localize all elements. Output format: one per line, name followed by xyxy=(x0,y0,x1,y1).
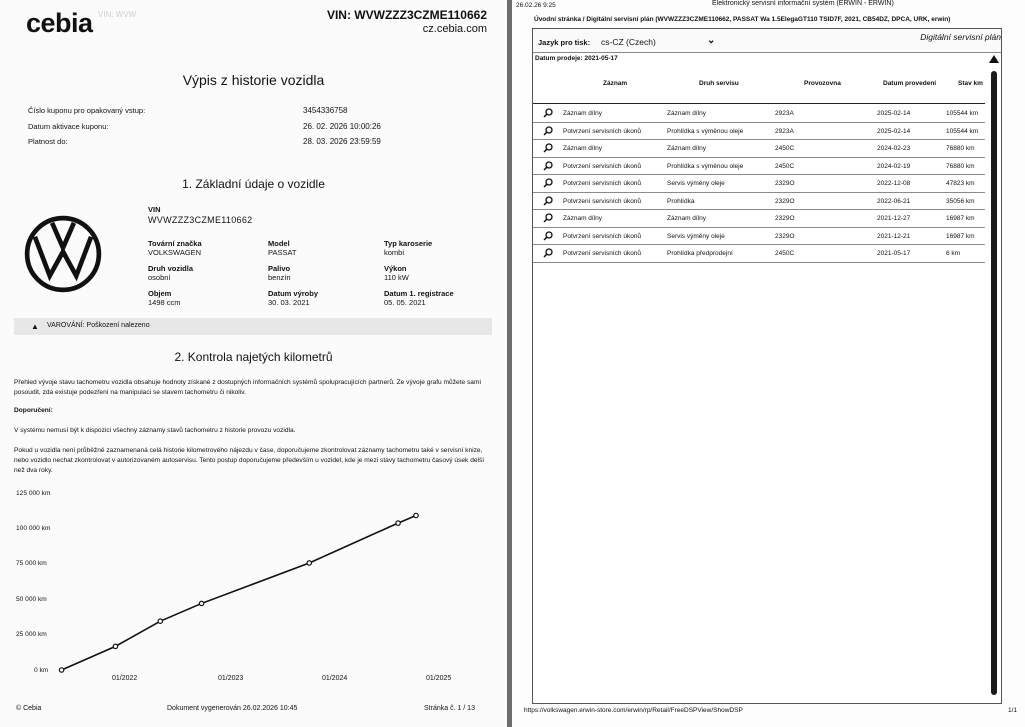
make-label: Tovární značka xyxy=(148,239,202,248)
mileage-data-point xyxy=(59,668,63,672)
vertical-scrollbar[interactable] xyxy=(988,51,1000,699)
manufacture-date-label: Datum výroby xyxy=(268,289,319,298)
vin-value: WVWZZZ3CZME110662 xyxy=(148,214,253,225)
document-title: Výpis z historie vozidla xyxy=(182,72,325,88)
magnifier-icon[interactable] xyxy=(543,248,553,258)
service-type-cell: Záznam dílny xyxy=(667,110,707,117)
workshop-cell: 2450C xyxy=(775,162,795,170)
mileage-data-point xyxy=(396,521,400,525)
section-basic-title: 1. Základní údaje o vozidle xyxy=(182,177,325,191)
registration-date-label: Datum 1. registrace xyxy=(384,289,454,298)
coupon-number-value: 3454336758 xyxy=(303,106,348,115)
magnifier-icon[interactable] xyxy=(543,126,553,136)
make-field xyxy=(148,240,202,257)
vin-block xyxy=(148,206,252,225)
sale-date: Datum prodeje: 2021-05-17 xyxy=(535,55,618,62)
section-mileage-title: 2. Kontrola najetých kilometrů xyxy=(174,350,333,364)
table-row[interactable] xyxy=(533,193,985,211)
registration-date-field xyxy=(384,290,454,307)
table-row[interactable] xyxy=(533,175,985,193)
km-cell: 47823 km xyxy=(946,180,975,187)
workshop-cell: 2329O xyxy=(775,232,795,240)
mileage-intro-paragraph: Přehled vývoje stavu tachometru vozidla obsahuje hodnoty získané z dostupných informačních systémů spolupracujících partnerů. Ze vývoje grafu můžete sami posoudit, zda existuje podezření na manipulaci se stavem tachometru či nikoliv. xyxy=(14,379,481,397)
header-divider xyxy=(533,103,985,104)
chart-x-tick-label: 01/2022 xyxy=(112,675,138,682)
service-type-cell: Servis výměny oleje xyxy=(667,180,725,187)
km-cell: 35056 km xyxy=(946,197,975,205)
footer-generated: Dokument vygenerován 26.02.2026 10:45 xyxy=(167,705,298,712)
magnifier-icon[interactable] xyxy=(543,196,553,206)
power-field xyxy=(384,265,409,282)
body-field xyxy=(384,240,432,257)
km-cell: 6 km xyxy=(946,250,961,257)
column-header-date[interactable]: Datum provedení xyxy=(883,80,937,87)
table-row[interactable] xyxy=(533,158,985,176)
body-value: kombi xyxy=(384,247,405,257)
model-value: PASSAT xyxy=(268,247,297,257)
mileage-chart xyxy=(0,480,507,690)
coupon-number-label: Číslo kuponu pro opakovaný vstup: xyxy=(28,106,146,115)
magnifier-icon[interactable] xyxy=(543,143,553,153)
recommendation-paragraph-1: V systému nemusí být k dispozici všechny záznamy stavů tachometru z historie provozu vozidla. xyxy=(14,427,296,434)
chart-x-tick-label: 01/2023 xyxy=(218,675,244,682)
footer-page-number: Stránka č. 1 / 13 xyxy=(424,705,475,712)
fuel-field xyxy=(268,265,291,282)
table-row[interactable] xyxy=(533,245,985,263)
record-cell: Potvrzení servisních úkonů xyxy=(563,232,642,240)
record-cell: Záznam dílny xyxy=(563,215,603,222)
table-row[interactable] xyxy=(533,140,985,158)
date-cell: 2022-06-21 xyxy=(877,197,911,205)
magnifier-icon[interactable] xyxy=(543,213,553,223)
power-label: Výkon xyxy=(384,264,407,273)
mileage-data-point xyxy=(307,561,311,565)
cebia-site-link[interactable]: cz.cebia.com xyxy=(422,23,487,35)
record-cell: Záznam dílny xyxy=(563,110,603,117)
fuel-label: Palivo xyxy=(268,264,291,273)
warning-icon: ▲ xyxy=(31,322,39,331)
service-plan-frame xyxy=(532,28,1002,704)
page-count: 1/1 xyxy=(1007,707,1017,714)
manufacture-date-value: 30. 03. 2021 xyxy=(268,297,310,307)
service-type-cell: Prohlídka předprodejní xyxy=(667,250,733,257)
mileage-data-point xyxy=(414,513,418,517)
km-cell: 76880 km xyxy=(946,145,975,152)
damage-warning-text: VAROVÁNÍ: Poškození nalezeno xyxy=(47,322,150,329)
record-cell: Potvrzení servisních úkonů xyxy=(563,197,642,205)
date-cell: 2021-05-17 xyxy=(877,250,911,257)
volume-value: 1498 ccm xyxy=(148,297,181,307)
date-cell: 2022-12-08 xyxy=(877,180,911,187)
coupon-validity-label: Platnost do: xyxy=(28,137,68,146)
workshop-cell: 2450C xyxy=(775,250,795,257)
fuel-value: benzín xyxy=(268,272,291,282)
language-bar xyxy=(533,29,1001,53)
date-cell: 2024-02-19 xyxy=(877,162,911,170)
chart-y-tick-label: 0 km xyxy=(34,667,49,674)
coupon-activation-label: Datum aktivace kuponu: xyxy=(28,122,109,131)
model-field xyxy=(268,240,296,257)
coupon-validity-value: 28. 03. 2026 23:59:59 xyxy=(303,137,381,146)
table-row[interactable] xyxy=(533,228,985,246)
record-cell: Potvrzení servisních úkonů xyxy=(563,162,642,170)
table-row[interactable] xyxy=(533,210,985,228)
date-cell: 2025-02-14 xyxy=(877,110,911,117)
workshop-cell: 2923A xyxy=(775,127,794,135)
scrollbar-thumb[interactable] xyxy=(991,71,997,695)
km-cell: 76880 km xyxy=(946,162,975,170)
damage-warning-bar xyxy=(14,318,492,335)
system-title: Elektronický servisní informační systém (ERWIN - ERWIN) xyxy=(712,0,894,7)
magnifier-icon[interactable] xyxy=(543,108,553,118)
chart-y-tick-label: 125 000 km xyxy=(16,490,51,497)
volkswagen-logo-icon xyxy=(24,215,102,293)
magnifier-icon[interactable] xyxy=(543,231,553,241)
mileage-data-point xyxy=(199,601,203,605)
km-cell: 105544 km xyxy=(946,110,979,117)
chevron-down-icon[interactable]: ⌄ xyxy=(707,35,716,46)
chart-x-tick-label: 01/2024 xyxy=(322,675,348,682)
registration-date-value: 05. 05. 2021 xyxy=(384,297,426,307)
volume-label: Objem xyxy=(148,289,172,298)
kind-value: osobní xyxy=(148,272,171,282)
workshop-cell: 2329O xyxy=(775,180,795,187)
km-cell: 105544 km xyxy=(946,127,979,135)
service-type-cell: Prohlídka s výměnou oleje xyxy=(667,162,744,170)
print-language-select[interactable]: cs-CZ (Czech) xyxy=(601,37,656,47)
footer-copyright: © Cebia xyxy=(16,705,42,712)
date-cell: 2021-12-27 xyxy=(877,215,911,222)
manufacture-date-field xyxy=(268,290,318,307)
record-cell: Potvrzení servisních úkonů xyxy=(563,250,642,257)
date-cell: 2021-12-21 xyxy=(877,232,911,240)
cebia-report-page xyxy=(0,0,507,727)
km-cell: 16987 km xyxy=(946,215,975,222)
workshop-cell: 2450C xyxy=(775,145,795,152)
service-type-cell: Servis výměny oleje xyxy=(667,232,725,240)
service-type-cell: Prohlídka s výměnou oleje xyxy=(667,127,744,135)
workshop-cell: 2329O xyxy=(775,215,795,222)
workshop-cell: 2923A xyxy=(775,110,794,117)
breadcrumb[interactable]: Úvodní stránka / Digitální servisní plán (WVWZZZ3CZME110662, PASSAT Wa 1.5ElegaGT110 TSID7F, 2021, CB54DZ, DPCA, URK, erwin) xyxy=(534,16,951,23)
vin-label: VIN xyxy=(148,205,161,214)
print-date: 26.02.26 9:25 xyxy=(516,2,556,9)
kind-field xyxy=(148,265,193,282)
coupon-activation-value: 26. 02. 2026 10:00:26 xyxy=(303,122,381,131)
body-label: Typ karoserie xyxy=(384,239,433,248)
chart-y-tick-label: 25 000 km xyxy=(16,631,47,638)
column-header-km[interactable]: Stav km xyxy=(958,80,983,87)
faint-header-text: VIN: WVW xyxy=(98,10,137,19)
model-label: Model xyxy=(268,239,290,248)
mileage-data-point xyxy=(158,619,162,623)
make-value: VOLKSWAGEN xyxy=(148,247,202,257)
chart-x-tick-label: 01/2025 xyxy=(426,675,452,682)
service-type-cell: Záznam dílny xyxy=(667,145,707,152)
power-value: 110 kW xyxy=(384,272,409,282)
chart-y-tick-label: 75 000 km xyxy=(16,560,47,567)
vin-header-value: VIN: WVWZZZ3CZME110662 xyxy=(326,8,487,22)
date-cell: 2025-02-14 xyxy=(877,127,911,135)
mileage-data-point xyxy=(113,644,117,648)
service-type-cell: Záznam dílny xyxy=(667,215,707,222)
volume-field xyxy=(148,290,181,307)
chart-y-tick-label: 50 000 km xyxy=(16,596,47,603)
service-plan-title: Digitální servisní plán xyxy=(920,32,1001,42)
kind-label: Druh vozidla xyxy=(148,264,194,273)
scroll-up-arrow-icon[interactable] xyxy=(989,55,999,63)
print-language-label: Jazyk pro tisk: xyxy=(538,38,591,47)
cebia-logo: cebia xyxy=(26,8,93,38)
km-cell: 16987 km xyxy=(946,232,975,240)
date-cell: 2024-02-23 xyxy=(877,145,911,152)
erwin-service-plan-page xyxy=(512,0,1025,727)
column-header-record[interactable]: Záznam xyxy=(603,80,628,87)
magnifier-icon[interactable] xyxy=(543,178,553,188)
record-cell: Potvrzení servisních úkonů xyxy=(563,127,642,135)
record-cell: Záznam dílny xyxy=(563,145,603,152)
table-row[interactable] xyxy=(533,105,985,123)
record-cell: Potvrzení servisních úkonů xyxy=(563,180,642,187)
page-url: https://volkswagen.erwin-store.com/erwin/rp/Retail/FreeDSPView/ShowDSP xyxy=(524,707,743,714)
magnifier-icon[interactable] xyxy=(543,161,553,171)
recommendation-label: Doporučení: xyxy=(14,407,53,414)
column-header-service-type[interactable]: Druh servisu xyxy=(699,80,739,87)
recommendation-paragraph-2: Pokud u vozidla není průběžně zaznamenaná celá historie kilometrového nájezdu v čase, doporučujeme zkontrolovat záznamy tachometru také v servisní knize, nebo vozidlo nechat zkontrolovat v autorizovaném autoservisu. Tento postup doporučujeme především u vozidel, kde je mezi stavy tachometru časový úsek delší než dva roky. xyxy=(14,447,485,475)
table-row[interactable] xyxy=(533,123,985,141)
chart-y-tick-label: 100 000 km xyxy=(16,525,51,532)
service-type-cell: Prohlídka xyxy=(667,197,695,205)
column-header-workshop[interactable]: Provozovna xyxy=(804,80,841,87)
workshop-cell: 2329O xyxy=(775,197,795,205)
vin-header xyxy=(327,8,487,35)
